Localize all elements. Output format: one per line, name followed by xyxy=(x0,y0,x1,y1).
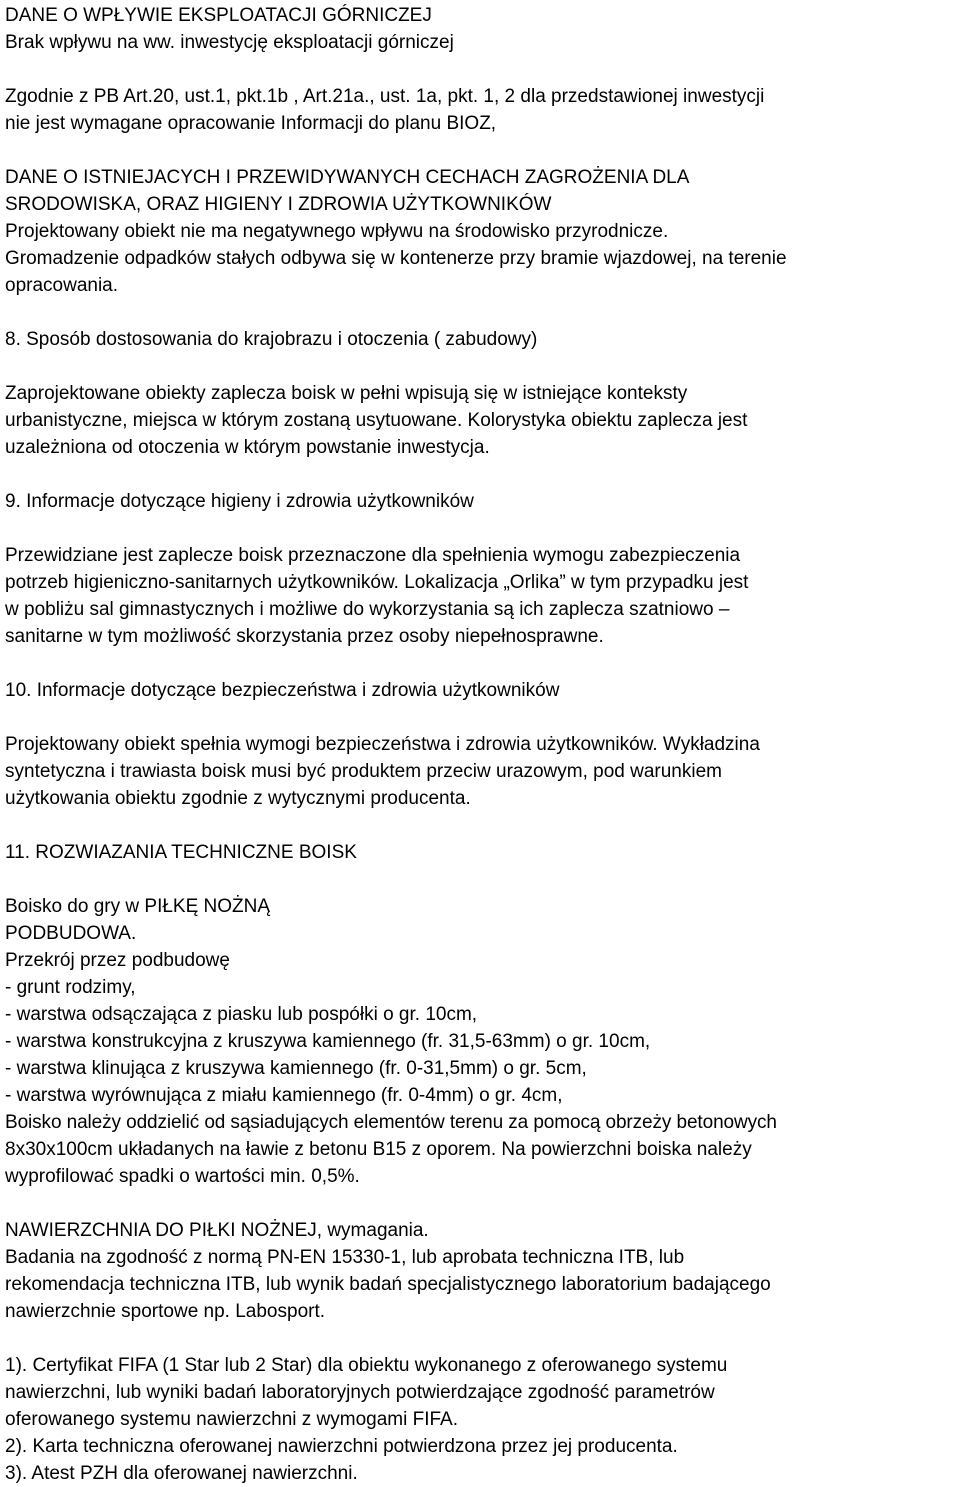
text-line: Projektowany obiekt spełnia wymogi bezpieczeństwa i zdrowia użytkowników. Wykładzina xyxy=(5,734,760,755)
text-line: wyprofilować spadki o wartości min. 0,5%. xyxy=(5,1166,360,1187)
text-line: nawierzchnie sportowe np. Labosport. xyxy=(5,1301,326,1322)
text-line: oferowanego systemu nawierzchni z wymogami FIFA. xyxy=(5,1409,459,1430)
list-item: - warstwa klinująca z kruszywa kamiennego (fr. 0-31,5mm) o gr. 5cm, xyxy=(5,1058,587,1079)
text-line: opracowania. xyxy=(5,275,119,296)
text-line: Boisko do gry w PIŁKĘ NOŻNĄ xyxy=(5,896,271,917)
text-line: Badania na zgodność z normą PN-EN 15330-1, lub aprobata techniczna ITB, lub xyxy=(5,1247,685,1268)
heading-section-10: 10. Informacje dotyczące bezpieczeństwa i zdrowia użytkowników xyxy=(5,680,560,701)
text-line: nie jest wymagane opracowanie Informacji do planu BIOZ, xyxy=(5,113,497,134)
text-line: Zgodnie z PB Art.20, ust.1, pkt.1b , Art.21a., ust. 1a, pkt. 1, 2 dla przedstawionej inwestycji xyxy=(5,86,765,107)
text-line: urbanistyczne, miejsca w którym zostaną usytuowane. Kolorystyka obiektu zaplecza jest xyxy=(5,410,748,431)
heading-section-8: 8. Sposób dostosowania do krajobrazu i otoczenia ( zabudowy) xyxy=(5,329,538,350)
paragraph-section-11 xyxy=(5,893,955,1190)
text-line: Przewidziane jest zaplecze boisk przeznaczone dla spełnienia wymogu zabezpieczenia xyxy=(5,545,741,566)
text-line: Gromadzenie odpadków stałych odbywa się w kontenerze przy bramie wjazdowej, na terenie xyxy=(5,248,787,269)
paragraph-section-8 xyxy=(5,380,955,461)
section-mining-impact xyxy=(5,2,955,56)
text-line: syntetyczna i trawiasta boisk musi być produktem przeciw urazowym, pod warunkiem xyxy=(5,761,722,782)
list-item: - warstwa wyrównująca z miału kamiennego (fr. 0-4mm) o gr. 4cm, xyxy=(5,1085,563,1106)
list-item: - grunt rodzimy, xyxy=(5,977,136,998)
list-item: - warstwa odsączająca z piasku lub pospółki o gr. 10cm, xyxy=(5,1004,478,1025)
paragraph-section-9 xyxy=(5,542,955,650)
document-page xyxy=(5,2,955,1487)
text-line: NAWIERZCHNIA DO PIŁKI NOŻNEJ, wymagania. xyxy=(5,1220,429,1241)
text-line: Boisko należy oddzielić od sąsiadujących elementów terenu za pomocą obrzeży betonowych xyxy=(5,1112,777,1133)
text-line: użytkowania obiektu zgodnie z wytycznymi producenta. xyxy=(5,788,471,809)
paragraph-section-10 xyxy=(5,731,955,812)
section-bioz xyxy=(5,83,955,137)
paragraph-certificates xyxy=(5,1352,955,1487)
heading-hazards: DANE O ISTNIEJACYCH I PRZEWIDYWANYCH CECHACH ZAGROŻENIA DLA xyxy=(5,167,690,188)
text-line: Przekrój przez podbudowę xyxy=(5,950,230,971)
paragraph-surface-requirements xyxy=(5,1217,955,1325)
text-line: uzależniona od otoczenia w którym powstanie inwestycja. xyxy=(5,437,490,458)
list-item: 2). Karta techniczna oferowanej nawierzchni potwierdzona przez jej producenta. xyxy=(5,1436,678,1457)
heading-hazards-cont: SRODOWISKA, ORAZ HIGIENY I ZDROWIA UŻYTKOWNIKÓW xyxy=(5,194,552,215)
text-line: sanitarne w tym możliwość skorzystania przez osoby niepełnosprawne. xyxy=(5,626,604,647)
list-item: 3). Atest PZH dla oferowanej nawierzchni. xyxy=(5,1463,358,1484)
heading-section-11: 11. ROZWIAZANIA TECHNICZNE BOISK xyxy=(5,842,357,863)
text-line: Zaprojektowane obiekty zaplecza boisk w pełni wpisują się w istniejące konteksty xyxy=(5,383,688,404)
text-line: PODBUDOWA. xyxy=(5,923,137,944)
text-line: w pobliżu sal gimnastycznych i możliwe do wykorzystania są ich zaplecza szatniowo – xyxy=(5,599,730,620)
text-line: nawierzchni, lub wyniki badań laboratoryjnych potwierdzające zgodność parametrów xyxy=(5,1382,715,1403)
section-hazards xyxy=(5,164,955,299)
text-line: Brak wpływu na ww. inwestycję eksploatacji górniczej xyxy=(5,32,454,53)
text-line: 8x30x100cm układanych na ławie z betonu B15 z oporem. Na powierzchni boiska należy xyxy=(5,1139,752,1160)
heading-section-9: 9. Informacje dotyczące higieny i zdrowia użytkowników xyxy=(5,491,474,512)
heading-mining-impact: DANE O WPŁYWIE EKSPLOATACJI GÓRNICZEJ xyxy=(5,5,432,26)
text-line: Projektowany obiekt nie ma negatywnego wpływu na środowisko przyrodnicze. xyxy=(5,221,669,242)
text-line: rekomendacja techniczna ITB, lub wynik badań specjalistycznego laboratorium badającego xyxy=(5,1274,771,1295)
text-line: potrzeb higieniczno-sanitarnych użytkowników. Lokalizacja „Orlika” w tym przypadku jest xyxy=(5,572,749,593)
list-item: 1). Certyfikat FIFA (1 Star lub 2 Star) dla obiektu wykonanego z oferowanego systemu xyxy=(5,1355,728,1376)
list-item: - warstwa konstrukcyjna z kruszywa kamiennego (fr. 31,5-63mm) o gr. 10cm, xyxy=(5,1031,651,1052)
